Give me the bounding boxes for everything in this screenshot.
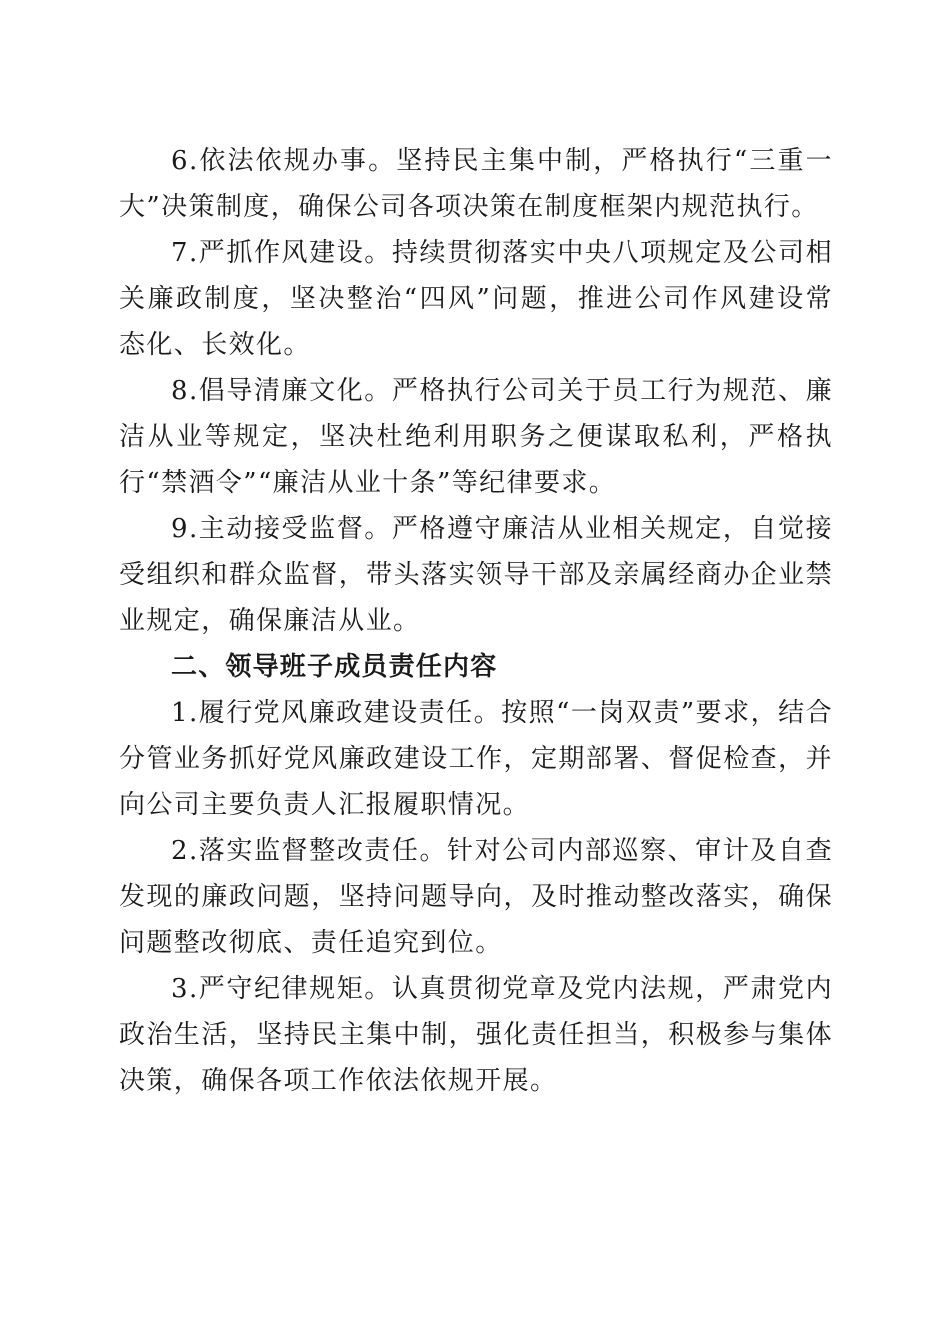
paragraph-item-3: 3.严守纪律规矩。认真贯彻党章及党内法规，严肃党内政治生活，坚持民主集中制，强化责任担当，积极参与集体决策，确保各项工作依法依规开展。: [119, 974, 833, 1096]
paragraph-item-7: 7.严抓作风建设。持续贯彻落实中央八项规定及公司相关廉政制度，坚决整治“四风”问题，推进公司作风建设常态化、长效化。: [119, 238, 833, 360]
paragraph-item-1: 1.履行党风廉政建设责任。按照“一岗双责”要求，结合分管业务抓好党风廉政建设工作，定期部署、督促检查，并向公司主要负责人汇报履职情况。: [119, 698, 833, 820]
paragraph-item-8: 8.倡导清廉文化。严格执行公司关于员工行为规范、廉洁从业等规定，坚决杜绝利用职务之便谋取私利，严格执行“禁酒令”“廉洁从业十条”等纪律要求。: [119, 376, 833, 498]
paragraph-item-9: 9.主动接受监督。严格遵守廉洁从业相关规定，自觉接受组织和群众监督，带头落实领导干部及亲属经商办企业禁业规定，确保廉洁从业。: [119, 514, 833, 636]
paragraph-item-6: 6.依法依规办事。坚持民主集中制，严格执行“三重一大”决策制度，确保公司各项决策在制度框架内规范执行。: [119, 146, 833, 222]
document-body: [119, 138, 833, 1104]
section-heading: 二、领导班子成员责任内容: [171, 652, 498, 682]
paragraph-item-2: 2.落实监督整改责任。针对公司内部巡察、审计及自查发现的廉政问题，坚持问题导向，及时推动整改落实，确保问题整改彻底、责任追究到位。: [119, 836, 833, 958]
